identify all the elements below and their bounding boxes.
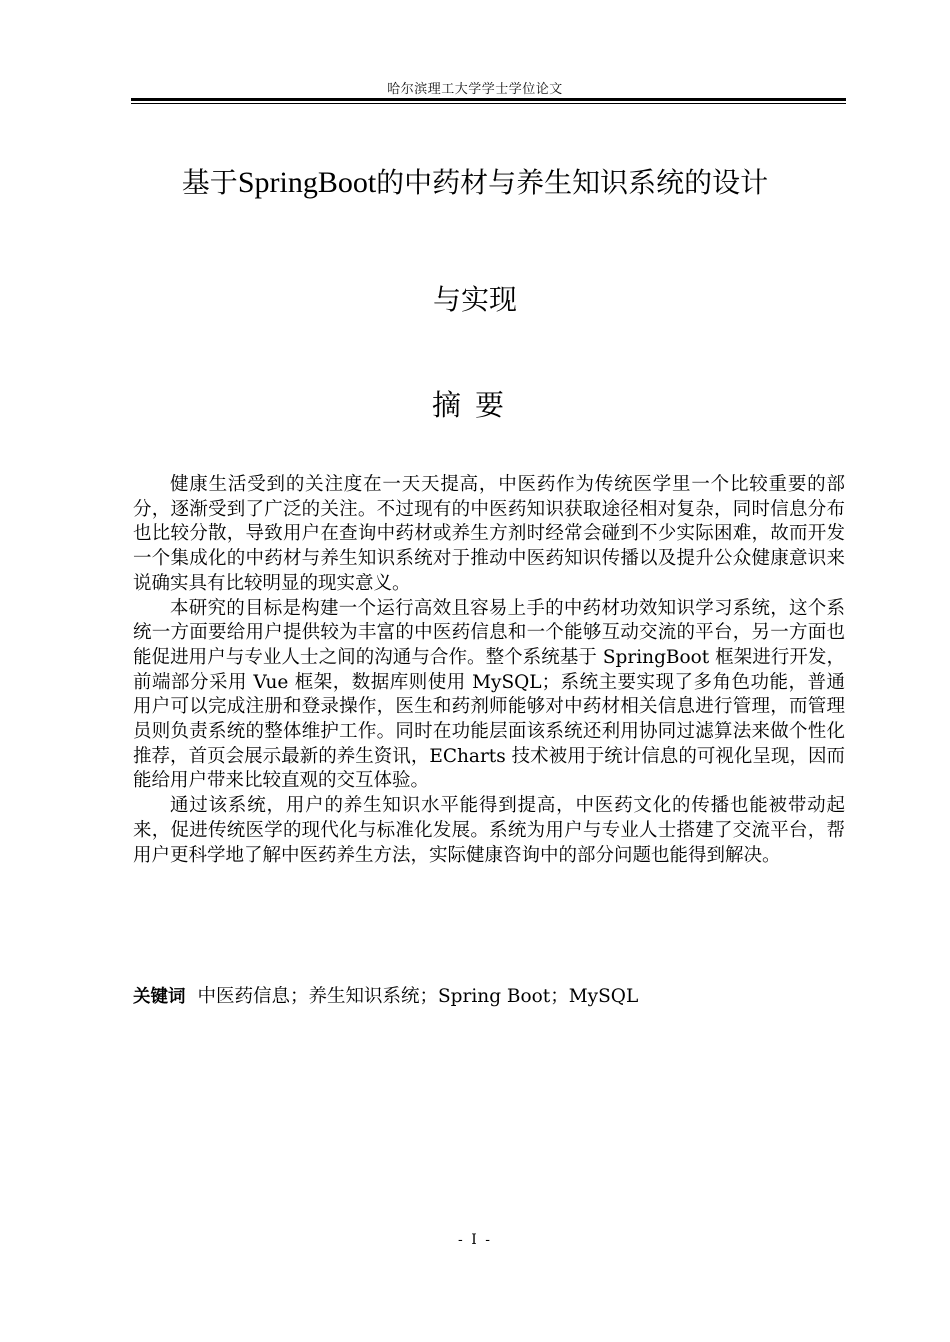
page-number: - I - [458, 1232, 492, 1248]
thesis-title-line-1 [0, 168, 950, 198]
abstract-paragraph-1: 健康生活受到的关注度在一天天提高，中医药作为传统医学里一个比较重要的部分，逐渐受到了广泛的关注。不过现有的中医药知识获取途径相对复杂，同时信息分布也比较分散，导致用户在查询中药材或养生方剂时经常会碰到不少实际困难，故而开发一个集成化的中药材与养生知识系统对于推动中医药知识传播以及提升公众健康意识来说确实具有比较明显的现实意义。 [133, 474, 845, 594]
abstract-heading: 摘要 [431, 388, 518, 422]
abstract-body [133, 473, 845, 868]
title-latin-term: SpringBoot [237, 166, 377, 199]
thesis-title-line-2: 与实现 [432, 283, 517, 316]
abstract-paragraph-3: 通过该系统，用户的养生知识水平能得到提高，中医药文化的传播也能被带动起来，促进传统医学的现代化与标准化发展。系统为用户与专业人士搭建了交流平台，帮用户更科学地了解中医药养生方法，实际健康咨询中的部分问题也能得到解决。 [133, 795, 845, 866]
title-suffix: 的中药材与养生知识系统的设计 [376, 166, 769, 199]
keywords-value: 中医药信息；养生知识系统；Spring Boot；MySQL [197, 986, 639, 1007]
header-rule-thick [131, 98, 846, 101]
keywords-label: 关键词 [133, 987, 186, 1007]
running-header: 哈尔滨理工大学学士学位论文 [387, 82, 563, 97]
title-prefix: 基于 [181, 166, 238, 199]
abstract-paragraph-2: 本研究的目标是构建一个运行高效且容易上手的中药材功效知识学习系统，这个系统一方面要给用户提供较为丰富的中医药信息和一个能够互动交流的平台，另一方面也能促进用户与专业人士之间的沟通与合作。整个系统基于 SpringBoot 框架进行开发，前端部分采用 Vue 框架，数据库则使用 MySQL；系统主要实现了多角色功能，普通用户可以完成注册和登录操作，医生和药剂师能够对中药材相关信息进行管理，而管理员则负责系统的整体维护工作。同时在功能层面该系统还利用协同过滤算法来做个性化推荐，首页会展示最新的养生资讯，ECharts 技术被用于统计信息的可视化呈现，因而能给用户带来比较直观的交互体验。 [133, 597, 845, 792]
header-rule-thin [131, 103, 846, 104]
keywords-line [133, 985, 845, 1009]
